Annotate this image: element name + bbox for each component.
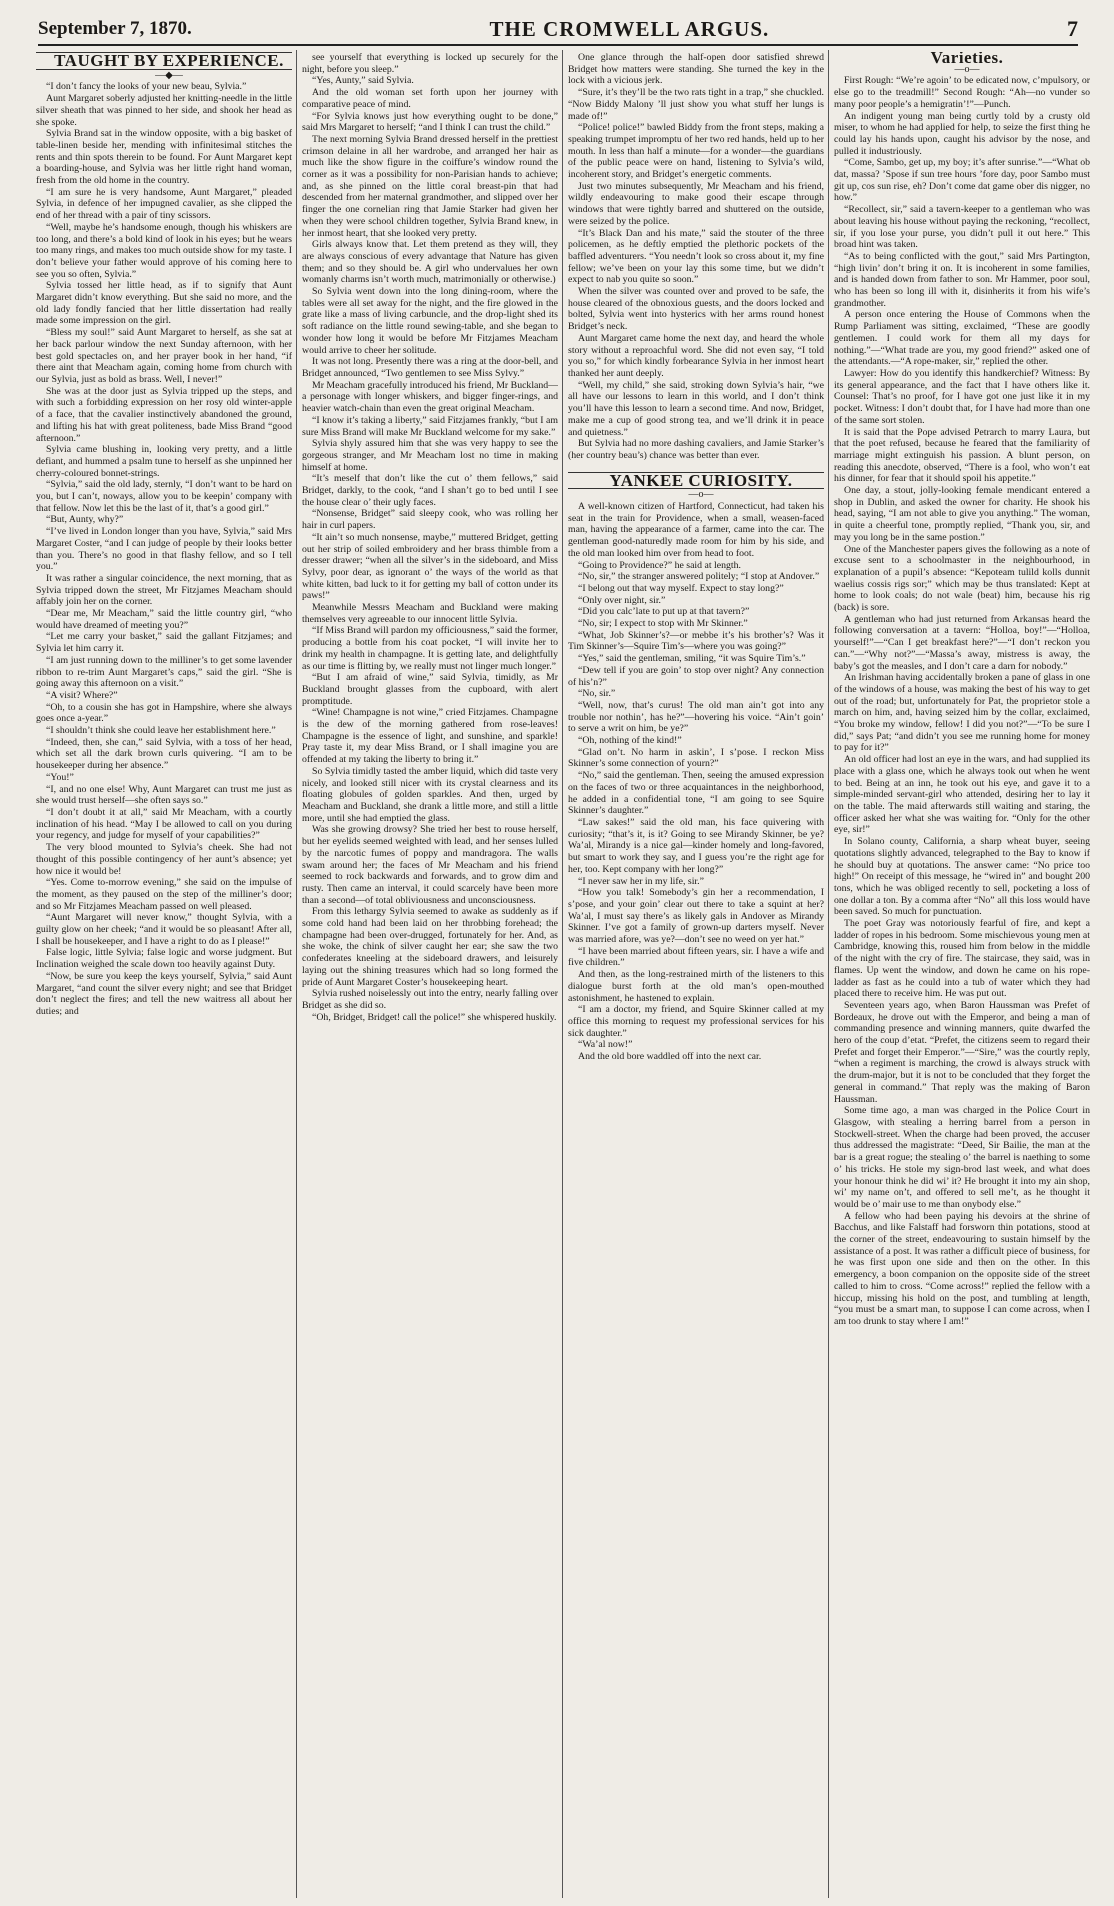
story-paragraph: “For Sylvia knows just how everything ought to be done,” said Mrs Margaret to herself; “and I think I can trust the child.”	[302, 110, 558, 134]
page-header	[38, 14, 1078, 46]
story-paragraph: “I don’t doubt it at all,” said Mr Meacham, with a courtly inclination of his head. “May I be allowed to call on you during your regency, and judge for myself of your capabilities?”	[36, 807, 292, 842]
story-paragraph: “I shouldn’t think she could leave her establishment here.”	[46, 725, 276, 737]
column-rule	[562, 50, 563, 1898]
story-paragraph: Meanwhile Messrs Meacham and Buckland were making themselves very agreeable to our innocent little Sylvia.	[302, 602, 558, 625]
varieties-headline: Varieties.	[930, 52, 1004, 67]
story-paragraph: “Indeed, then, she can,” said Sylvia, with a toss of her head, which set all the dark brown curls quivering. “I am to be housekeeper during her absence.”	[36, 736, 292, 772]
story-paragraph: “It’s Black Dan and his mate,” said the stouter of the three policemen, as he deftly emptied the plethoric pockets of the baffled adventurers. “You needn’t look so cross about it, my fine fellow; we’ve been on your lay this some time, but we didn’t expect to nab you quite so soon.”	[568, 227, 824, 286]
story-paragraph: “It’s meself that don’t like the cut o’ them fellows,” said Bridget, darkly, to the cook, “and I shan’t go to bed until I see the house clear o’ their ugly faces.	[302, 473, 558, 508]
story-paragraph: Was she growing drowsy? She tried her best to rouse herself, but her eyelids seemed weighted with lead, and her senses lulled by the narcotic fumes of poppy and mandragora. The walls swam around her; the faces of Mr Meacham and his friend seemed to rock backwards and forwards, and to grow dim and rusty. Then came an interval, it could scarcely have been more than a second—of total obliviousness and unconsciousness.	[302, 824, 558, 906]
varieties-paragraph: “As to being conflicted with the gout,” said Mrs Partington, “high livin’ don’t bring it on. It is incoherent in some families, and is handed down from father to son. Mr Hammer, poor soul, who has been so long ill with it, disinherits it from his wife’s grandmother.	[834, 250, 1090, 309]
story-paragraph: One glance through the half-open door satisfied shrewd Bridget how matters were standing. She turned the key in the lock with a vicious jerk.	[568, 52, 824, 87]
story-paragraph: “Aunt Margaret will never know,” thought Sylvia, with a guilty glow on her cheek; “and it would be so pleasant! After all, I shall be housekeeper, and I have a right to do as I please!”	[36, 912, 292, 947]
yankee-paragraph: “I belong out that way myself. Expect to stay long?”	[578, 582, 784, 594]
story-paragraph: “Yes, Aunty,” said Sylvia.	[312, 75, 414, 87]
varieties-paragraph: An Irishman having accidentally broken a pane of glass in one of the windows of a house, was making the best of his way to get out of the road; but, unfortunately for Pat, the proprietor stole a march on him, and, having seized him by the collar, exclaimed, “You broke my window, fellow! I did you not?”—“To be sure I did,” says Pat; “and didn’t you see me running home for money to pay for it?”	[834, 672, 1090, 754]
story-paragraph: Sylvia Brand sat in the window opposite, with a big basket of table-linen beside her, mending with infinitesimal stitches the rents and thin spots therein to be found. For Aunt Margaret kept a boarding-house, and Sylvia was her little right hand woman, fresh from the old home in the country.	[36, 128, 292, 187]
yankee-paragraph: “Yes,” said the gentleman, smiling, “it was Squire Tim’s.”	[578, 653, 806, 665]
varieties-paragraph: A gentleman who had just returned from Arkansas heard the following conversation at a tavern: “Holloa, boy!”—“Holloa, yourself!”—“Can I get breakfast here?”—“I don’t reckon you can.”—“Why not?”—“Massa’s away, mistress is away, the baby’s got the measles, and I don’t care a darn for nobody.”	[834, 613, 1090, 672]
varieties-paragraph: A person once entering the House of Commons when the Rump Parliament was sitting, exclaimed, “These are goodly gentlemen. I could work for them all my days for nothing.”—“What trade are you, my good friend?” asked one of the attendants.—“A rope-maker, sir,” replied the other.	[834, 309, 1090, 368]
story-paragraph: “I am sure he is very handsome, Aunt Margaret,” pleaded Sylvia, in defence of her impugned cavalier, as she clipped the end of her thread with a pair of tiny scissors.	[36, 186, 292, 222]
story-paragraph: Just two minutes subsequently, Mr Meacham and his friend, wildly endeavouring to make good their escape through windows that were tightly barred and shuttered on the outside, were seized by the police.	[568, 180, 824, 227]
story-paragraph: “I don’t fancy the looks of your new beau, Sylvia.”	[46, 81, 247, 93]
yankee-paragraph: “I have been married about fifteen years, sir. I have a wife and five children.”	[568, 945, 824, 969]
yankee-paragraph: “Dew tell if you are goin’ to stop over night? Any connection of his’n?”	[568, 664, 824, 688]
column-3	[568, 52, 824, 1898]
varieties-paragraph: A fellow who had been paying his devoirs at the shrine of Bacchus, and like Falstaff had forsworn thin potations, stood at the corner of the street, endeavouring to sustain himself by the assistance of a post. It was rather a difficult piece of business, for he was first upon one side and then on the other. In this emergency, a boon companion on the opposite side of the street called to him to cross. “Come across!” replied the fellow with a hiccup, missing his hold on the post, and tumbling at length, “you must be a smart man, to suppose I can come across, when I am too drunk to stay where I am!”	[834, 1210, 1090, 1327]
story-paragraph: Aunt Margaret came home the next day, and heard the whole story without a reproachful word. She did not even say, “I told you so,” for which kindly forbearance Sylvia in her inmost heart thanked her aunt deeply.	[568, 332, 824, 379]
story-paragraph: “But, Aunty, why?”	[46, 514, 124, 526]
varieties-paragraph: Some time ago, a man was charged in the Police Court in Glasgow, with stealing a herring barrel from a person in Stockwell-street. When the charge had been proved, the accuser thus addressed the magistrate: “Deed, Sir Bailie, the man at the bar is a great rogue; the stealing o’ the barrel is naething to some o’ his tricks. He stole my sign-brod last week, and what does your honour think he did wi’ it? He brought it into my ain shop, wi’ my name on’t, and offered to sell me’t, as he thought it would be o’ mair use to me than onybody else.”	[834, 1105, 1090, 1210]
story-paragraph: She was at the door just as Sylvia tripped up the steps, and with such a forbidding expression on her rosy old winter-apple of a face, that the cavalier instinctively abandoned the ground, and lifting his hat with great politeness, bade Miss Brand “good afternoon.”	[36, 385, 292, 444]
story-paragraph: “Let me carry your basket,” said the gallant Fitzjames; and Sylvia let him carry it.	[36, 631, 292, 655]
story-paragraph: “A visit? Where?”	[46, 689, 118, 701]
story-paragraph: From this lethargy Sylvia seemed to awake as suddenly as if some cold hand had been laid on her throbbing forehead; the champagne had been over-drugged, fortunately for her. And, as she woke, the chink of silver caught her ear; she saw the two confederates kneeling at the sideboard drawers, and leisurely laying out the shining treasures which had so long formed the pride of Aunt Margaret Coster’s housekeeping heart.	[302, 906, 558, 988]
story-paragraph: Sylvia tossed her little head, as if to signify that Aunt Margaret didn’t know everything. But she said no more, and the old lady fondly fancied that her little dissertation had really made some impression on the girl.	[36, 280, 292, 327]
yankee-paragraph: “Going to Providence?” he said at length.	[578, 559, 741, 571]
column-1	[36, 52, 292, 1898]
yankee-paragraph: “Well, now, that’s curus! The old man ain’t got into any trouble nor nothin’, has he?”—hovering his voice. “Ain’t goin’ to serve a writ on him, be ye?”	[568, 699, 824, 735]
varieties-paragraph: One of the Manchester papers gives the following as a note of excuse sent to a schoolmaster in the neighbourhood, in explanation of a pupil’s absence: “Kepoteam tulild kolls dunnit waelius cossis rigs sor;” which may be thus translated: Kept at home to look coals; do not wale (beat) him, because his rig (back) is sore.	[834, 543, 1090, 614]
story-paragraph: “Dear me, Mr Meacham,” said the little country girl, “who would have dreamed of meeting you?”	[36, 608, 292, 631]
story-headline: TAUGHT BY EXPERIENCE.	[36, 52, 292, 70]
story-paragraph: “Sure, it’s they’ll be the two rats tight in a trap,” she chuckled. “Now Biddy Malony ’ll just show you what stuff her lungs is made of!”	[568, 87, 824, 122]
story-paragraph: “Oh, Bridget, Bridget! call the police!” she whispered huskily.	[312, 1011, 557, 1023]
story-paragraph: Mr Meacham gracefully introduced his friend, Mr Buckland—a personage with longer whiskers, and bigger finger-rings, and heavier watch-chain than even the great original Meacham.	[302, 379, 558, 415]
varieties-paragraph: Lawyer: How do you identify this handkerchief? Witness: By its general appearance, and the fact that I have others like it. Counsel: That’s no proof, for I have got one just like it in my pocket. Witness: I don’t doubt that, for I have had more than one of the same sort stolen.	[834, 367, 1090, 426]
story-paragraph: “I am just running down to the milliner’s to get some lavender ribbon to re-trim Aunt Margaret’s caps,” said the girl. “She is going away this afternoon on a visit.”	[36, 654, 292, 690]
yankee-paragraph: “How you talk! Somebody’s gin her a recommendation, I s’pose, and your goin’ clear out there to take a squint at her? Wa’al, I must say there’s as likely gals in Andover as Mirandy Skinner. I’ve got a family of grown-up darters myself. Never was married afore, was ye?—don’t see no weed on yer hat.”	[568, 887, 824, 946]
story-paragraph: “Bless my soul!” said Aunt Margaret to herself, as she sat at her back parlour window the next Sunday afternoon, with her best gold spectacles on, and her prayer book in her hand, “if there aint that Meacham again, coming home from church with our Sylvia, just as bold as brass. Well, I never!”	[36, 327, 292, 385]
story-paragraph: When the silver was counted over and proved to be safe, the house cleared of the obnoxious guests, and the doors locked and bolted, Sylvia went into hysterics with her arms round honest Bridget’s neck.	[568, 286, 824, 333]
yankee-paragraph: “What, Job Skinner’s?—or mebbe it’s his brother’s? Was it Tim Skinner’s—Squire Tim’s—where you was going?”	[568, 629, 824, 653]
yankee-paragraph: “I never saw her in my life, sir.”	[578, 875, 704, 887]
yankee-headline: YANKEE CURIOSITY.	[568, 472, 824, 490]
story-paragraph: Sylvia rushed noiselessly out into the entry, nearly falling over Bridget as she did so.	[302, 988, 558, 1011]
yankee-paragraph: “Glad on’t. No harm in askin’, I s’pose. I reckon Miss Skinner’s some connection of yourn?”	[568, 746, 824, 770]
story-paragraph: It was not long. Presently there was a ring at the door-bell, and Bridget announced, “Two gentlemen to see Miss Sylvy.”	[302, 356, 558, 379]
yankee-paragraph: And then, as the long-restrained mirth of the listeners to this dialogue burst forth at the old man’s open-mouthed astonishment, he hastened to explain.	[568, 969, 824, 1004]
story-paragraph: “I’ve lived in London longer than you have, Sylvia,” said Mrs Margaret Coster, “and I can judge of people by their looks better than you. There’s no good in that flashy fellow, and so I tell you.”	[36, 526, 292, 573]
varieties-paragraph: An indigent young man being curtly told by a crusty old miser, to whom he had applied for help, to seize the first thing he could lay his hands upon, caught his advisor by the nose, and pulled it industriously.	[834, 110, 1090, 157]
story-paragraph: “I, and no one else! Why, Aunt Margaret can trust me just as she would trust herself—she often says so.”	[36, 783, 292, 807]
story-paragraph: Aunt Margaret soberly adjusted her knitting-needle in the little silver sheath that was pinned to her side, and shook her head as she spoke.	[36, 93, 292, 128]
yankee-paragraph: And the old bore waddled off into the next car.	[578, 1051, 762, 1063]
varieties-paragraph: An old officer had lost an eye in the wars, and had supplied its place with a glass one, which he always took out when he went to bed. Being at an inn, he took out his eye, and gave it to a simple-minded servant-girl who attended, desiring her to lay it on the table. The maid afterwards still waiting and staring, the officer asked her what she was waiting for. “Only for the other eye, sir!”	[834, 754, 1090, 836]
story-paragraph: “Police! police!” bawled Biddy from the front steps, making a speaking trumpet impromptu of her two red hands, held up to her mouth. In less than half a minute—for a wonder—the guardians of the public peace were on hand, listening to Sylvia’s wild, incoherent story, and Bridget’s energetic comments.	[568, 122, 824, 181]
varieties-paragraph: “Recollect, sir,” said a tavern-keeper to a gentleman who was about leaving his house without paying the reckoning, “recollect, sir, if you lose your purse, you didn’t pull it out here.” This broad hint was taken.	[834, 204, 1090, 251]
story-paragraph: “Nonsense, Bridget” said sleepy cook, who was rolling her hair in curl papers.	[302, 508, 558, 532]
varieties-paragraph: First Rough: “We’re agoin’ to be edicated now, c’mpulsory, or else go to the treadmill!” Second Rough: “Ah—no vunder so many poor people’s a hemigratin’!”—Punch.	[834, 75, 1090, 110]
yankee-paragraph: “Wa’al now!”	[578, 1039, 633, 1051]
story-paragraph: “You!”	[46, 771, 74, 783]
column-rule	[828, 50, 829, 1898]
yankee-paragraph: “No,” said the gentleman. Then, seeing the amused expression on the faces of two or three acquaintances in the neighborhood, he added in a confidential tone, “I am going to see Squire Skinner’s daughter.”	[568, 770, 824, 817]
column-2	[302, 52, 558, 1898]
story-paragraph: Sylvia came blushing in, looking very pretty, and a little defiant, and hummed a psalm tune to herself as she unpinned her cherry-coloured bonnet-strings.	[36, 444, 292, 479]
yankee-paragraph: “No, sir.”	[578, 688, 616, 700]
story-paragraph: “Well, my child,” she said, stroking down Sylvia’s hair, “we all have our lessons to learn in this world, and I don’t think you’ll have this lesson to learn a second time. And now, Bridget, make me a cup of good strong tea, and we’ll drink it in peace and quietness.”	[568, 379, 824, 438]
page-number: 7	[1067, 16, 1078, 41]
yankee-paragraph: “No, sir; I expect to stop with Mr Skinner.”	[578, 618, 748, 630]
story-paragraph: “But I am afraid of wine,” said Sylvia, timidly, as Mr Buckland brought glasses from the cupboard, with alert promptitude.	[302, 672, 558, 707]
story-paragraph: “Yes. Come to-morrow evening,” she said on the impulse of the moment, as they paused on the step of the milliner’s door; and so Mr Fitzjames Meacham passed on well pleased.	[36, 877, 292, 912]
issue-date: September 7, 1870.	[38, 18, 192, 39]
varieties-paragraph: It is said that the Pope advised Petrarch to marry Laura, but that the poet refused, because he feared that the familiarity of marriage might extinguish his passion. A blunt person, on reading this anecdote, observed, “There is a fool, who won’t eat his dinner, for fear that it should spoil his appetite.”	[834, 426, 1090, 485]
story-paragraph: “If Miss Brand will pardon my officiousness,” said the former, producing a bottle from his coat pocket, “I will invite her to drink my health in champagne. It is getting late, and delightfully as our time is flitting by, we really must not linger much longer.”	[302, 625, 558, 672]
yankee-ornament: —o—	[688, 489, 714, 501]
story-paragraph: Sylvia shyly assured him that she was very happy to see the gorgeous stranger, and Mr Meacham lost no time in making himself at home.	[302, 438, 558, 473]
story-paragraph: “It ain’t so much nonsense, maybe,” muttered Bridget, getting out her strip of soiled embroidery and her brass thimble from a dresser drawer; “when all the silver’s in the sideboard, and Miss Sylvy, poor dear, as ignorant o’ the ways of the world as that white kitten, bad luck to it for getting my ball of cotton under its paws!”	[302, 531, 558, 602]
varieties-paragraph: “Come, Sambo, get up, my boy; it’s after sunrise.”—“What ob dat, massa? ’Spose if sun tree hours ’fore day, poor Sambo must git up, cos sun rise, eh? Don’t come dat game ober dis nigger, no how.”	[834, 157, 1090, 204]
yankee-paragraph: “No, sir,” the stranger answered politely; “I stop at Andover.”	[578, 571, 820, 583]
story-paragraph: And the old woman set forth upon her journey with comparative peace of mind.	[302, 87, 558, 110]
story-paragraph: “Sylvia,” said the old lady, sternly, “I don’t want to be hard on you, but I can’t, noways, allow you to be keepin’ company with that fellow. Now let this be the last of it, that’s a good girl.”	[36, 479, 292, 514]
story-paragraph: It was rather a singular coincidence, the next morning, that as Sylvia tripped down the street, Mr Fitzjames Meacham should affably join her on the corner.	[36, 572, 292, 608]
yankee-paragraph: A well-known citizen of Hartford, Connecticut, had taken his seat in the train for Providence, when a small, weasen-faced man, having the appearance of a farmer, came into the car. The gentleman good-naturedly made room for him by his side, and the old man looked him over from head to foot.	[568, 501, 824, 559]
yankee-paragraph: “Oh, nothing of the kind!”	[578, 735, 682, 747]
yankee-paragraph: “Law sakes!” said the old man, his face quivering with curiosity; “that’s it, is it? Going to see Mirandy Skinner, be ye? Wa’al, Mirandy is a nice gal—kinder homely and long-favored, but smart to work they say, and I guess you’re the right age for her, too. Kept company with her long?”	[568, 817, 824, 875]
varieties-paragraph: The poet Gray was notoriously fearful of fire, and kept a ladder of ropes in his bedroom. Some mischievous young men at Cambridge, knowing this, roused him from below in the middle of the night with the cry of fire. The staircase, they said, was in flames. Up went the window, and down he came on his rope-ladder as fast as he could into a tub of water which they had placed there to receive him. He was put out.	[834, 918, 1090, 1000]
story-paragraph: The very blood mounted to Sylvia’s cheek. She had not thought of this possible contingency of her aunt’s absence; yet how nice it would be!	[36, 842, 292, 877]
story-paragraph: Girls always know that. Let them pretend as they will, they are always conscious of every advantage that Nature has given them; and so they should be. A girl who undervalues her own womanly charms isn’t worth much, matrimonially or otherwise.)	[302, 239, 558, 286]
yankee-paragraph: “I am a doctor, my friend, and Squire Skinner called at my office this morning to request my professional services for his sick daughter.”	[568, 1004, 824, 1039]
story-paragraph: see yourself that everything is locked up securely for the night, before you sleep.”	[302, 52, 558, 75]
column-rule	[296, 50, 297, 1898]
newspaper-title: THE CROMWELL ARGUS.	[489, 16, 770, 41]
story-paragraph: So Sylvia timidly tasted the amber liquid, which did taste very nicely, and looked still nicer with its crystal clearness and its floating globules of golden sparkles. And then, urged by Meacham and Buckland, she drank a little more, and still a little more, until she had emptied the glass.	[302, 765, 558, 824]
story-paragraph: “Now, be sure you keep the keys yourself, Sylvia,” said Aunt Margaret, “and count the silver every night; and see that Bridget don’t neglect the fires; and tell the new waitress all about her duties; and	[36, 970, 292, 1017]
column-4	[834, 52, 1090, 1898]
story-paragraph: “Well, maybe he’s handsome enough, though his whiskers are too long, and there’s a bold kind of look in his eyes; but he wears too many rings, and makes too much outside show for my taste. I don’t believe your father would approve of his coming here to see you so often, Sylvia.”	[36, 221, 292, 280]
varieties-paragraph: One day, a stout, jolly-looking female mendicant entered a shop in Dublin, and asked the owner for charity. He shook his head, saying, “I am not able to give you anything.” The woman, in quite a cheerful tone, promptly replied, “Thank you, sir, and may you long be in the same postion.”	[834, 485, 1090, 543]
yankee-paragraph: “Only over night, sir.”	[578, 594, 666, 606]
story-paragraph: But Sylvia had no more dashing cavaliers, and Jamie Starker’s (her country beau’s) chance was better than ever.	[568, 438, 824, 461]
story-paragraph: “Oh, to a cousin she has got in Hampshire, where she always goes once a-year.”	[36, 701, 292, 725]
story-paragraph: So Sylvia went down into the long dining-room, where the tables were all set away for the night, and the fire glowed in the grate like a mass of living carbuncle, and the drop-light shed its soft radiance on the little round sewing-table, and she began to wonder how long it would be before Mr Fitzjames Meacham would arrive to cheer her solitude.	[302, 286, 558, 356]
story-paragraph: False logic, little Sylvia; false logic and worse judgment. But Inclination weighed the scale down too heavily against Duty.	[36, 947, 292, 971]
varieties-paragraph: Seventeen years ago, when Baron Haussman was Prefet of Bordeaux, he drove out with the Emperor, and being a man of commanding presence and winning manners, quite dwarfed the hero of the coup d’etat. “Prefet, the citizens seem to regard their Prefet and forget their Emperor.”—“Sire,” was the courtly reply, “when a regiment is marching, the crowd is always struck with the drum-major, but it is not to be concluded that they forget the general in command.” That reply was the making of Baron Haussman.	[834, 999, 1090, 1105]
varieties-ornament: —o—	[954, 63, 980, 75]
headline-ornament: —◆—	[155, 69, 183, 81]
story-paragraph: “I know it’s taking a liberty,” said Fitzjames frankly, “but I am sure Miss Brand will make Mr Buckland welcome for my sake.”	[302, 414, 558, 438]
story-paragraph: The next morning Sylvia Brand dressed herself in the prettiest crimson delaine in all her wardrobe, and arranged her hair as much like the show figure in the coiffure’s window round the corner as it was a possibility for non-Parisian hands to achieve; and, as she pinned on the little coral breast-pin that had descended from her maternal grandmother, and slipped over her finger the one cornelian ring that Jamie Starker had given her when they were school children together, Sylvia Brand knew, in her inmost heart, that she looked very pretty.	[302, 133, 558, 239]
yankee-paragraph: “Did you calc’late to put up at that tavern?”	[578, 606, 750, 618]
varieties-paragraph: In Solano county, California, a sharp wheat buyer, seeing quotations slightly advanced, telegraphed to the Bay to know if he should buy at quotations. The answer came: “No price too high!” On receipt of this message, he “wired in” and bought 200 tons, which he was obliged recently to sell, pocketing a loss of one dollar a ton. By a comma after “No” all this loss would have been saved. So much for punctuation.	[834, 836, 1090, 918]
story-paragraph: “Wine! Champagne is not wine,” cried Fitzjames. Champagne is the dew of the morning gathered from rose-leaves! Champagne is the essence of light, and sunshine, and sparkle! Pray taste it, my dear Miss Brand, or I shall imagine you are offended at my taking the liberty to bring it.”	[302, 707, 558, 766]
